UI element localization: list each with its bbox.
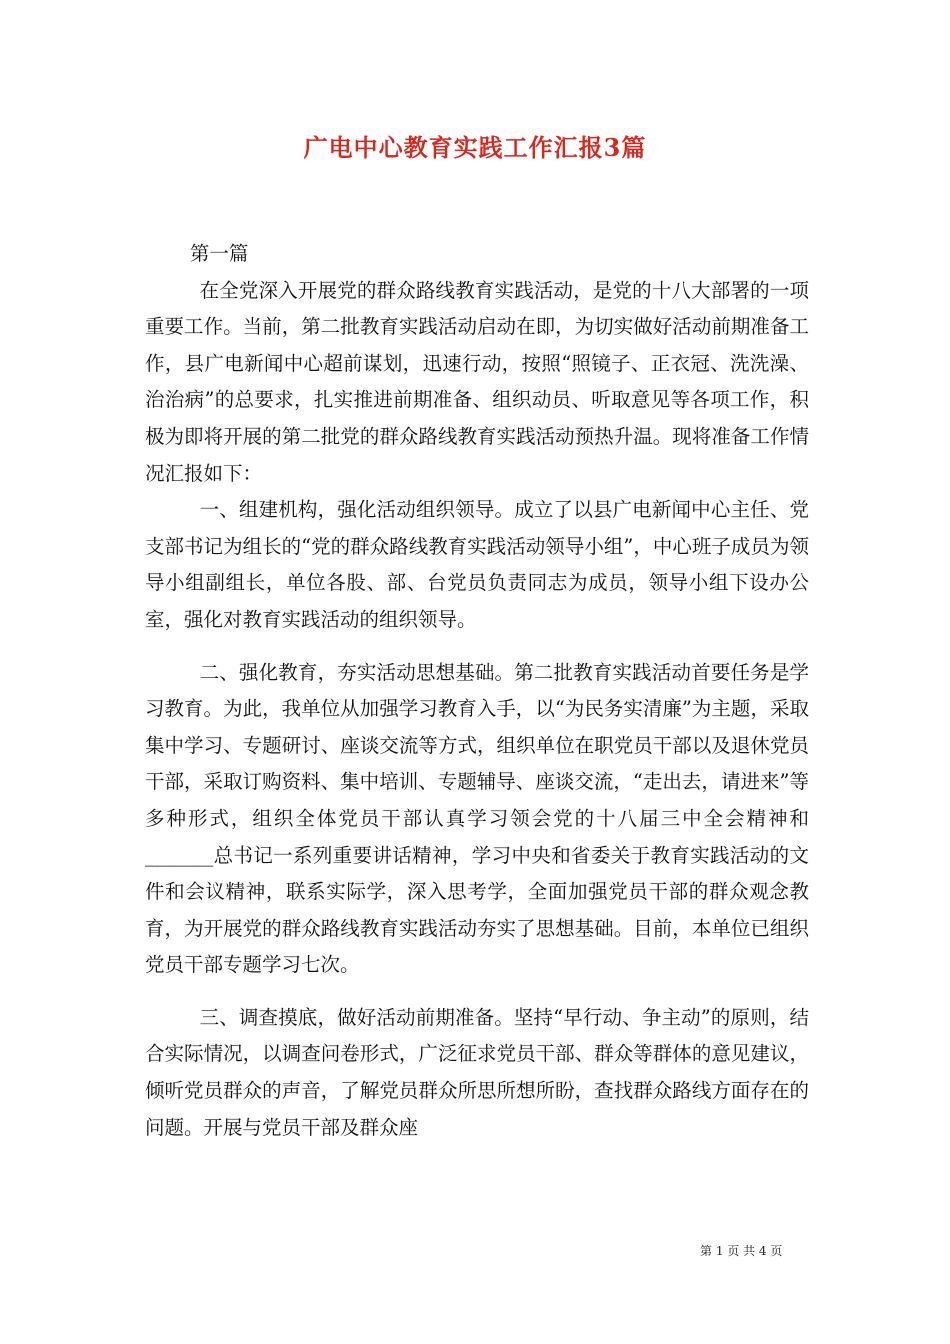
section-label: 第一篇 xyxy=(189,242,249,265)
document-title: 广电中心教育实践工作汇报3篇 xyxy=(303,133,647,162)
paragraph-intro: 在全党深入开展党的群众路线教育实践活动，是党的十八大部署的一项重要工作。当前，第二批教育实践活动启动在即，为切实做好活动前期准备工作，县广电新闻中心超前谋划，迅速行动，按照“照镜子、正衣冠、洗洗澡、治治病”的总要求，扎实推进前期准备、组织动员、听取意见等各项工作，积极为即将开展的第二批党的群众路线教育实践活动预热升温。现将准备工作情况汇报如下： xyxy=(145,278,809,485)
document-body xyxy=(145,236,809,1146)
paragraph-section-1: 一、组建机构，强化活动组织领导。成立了以县广电新闻中心主任、党支部书记为组长的“党的群众路线教育实践活动领导小组”，中心班子成员为领导小组副组长，单位各股、部、台党员负责同志为成员，领导小组下设办公室，强化对教育实践活动的组织领导。 xyxy=(145,498,809,631)
paragraph-section-3: 三、调查摸底，做好活动前期准备。坚持“早行动、争主动”的原则，结合实际情况，以调查问卷形式，广泛征求党员干部、群众等群体的意见建议，倾听党员群众的声音，了解党员群众所思所想所盼，查找群众路线方面存在的问题。开展与党员干部及群众座 xyxy=(145,1005,809,1139)
paragraph-section-2: 二、强化教育，夯实活动思想基础。第二批教育实践活动首要任务是学习教育。为此，我单位从加强学习教育入手，以“为民务实清廉”为主题，采取集中学习、专题研讨、座谈交流等方式，组织单位在职党员干部以及退休党员干部，采取订购资料、集中培训、专题辅导、座谈交流，“走出去，请进来”等多种形式，组织全体党员干部认真学习领会党的十八届三中全会精神和_______总书记一系列重要讲话精神，学习中央和省委关于教育实践活动的文件和会议精神，联系实际学，深入思考学，全面加强党员干部的群众观念教育，为开展党的群众路线教育实践活动夯实了思想基础。目前，本单位已组织党员干部专题学习七次。 xyxy=(145,660,809,977)
page-indicator: 第 1 页 共 4 页 xyxy=(700,1244,783,1258)
